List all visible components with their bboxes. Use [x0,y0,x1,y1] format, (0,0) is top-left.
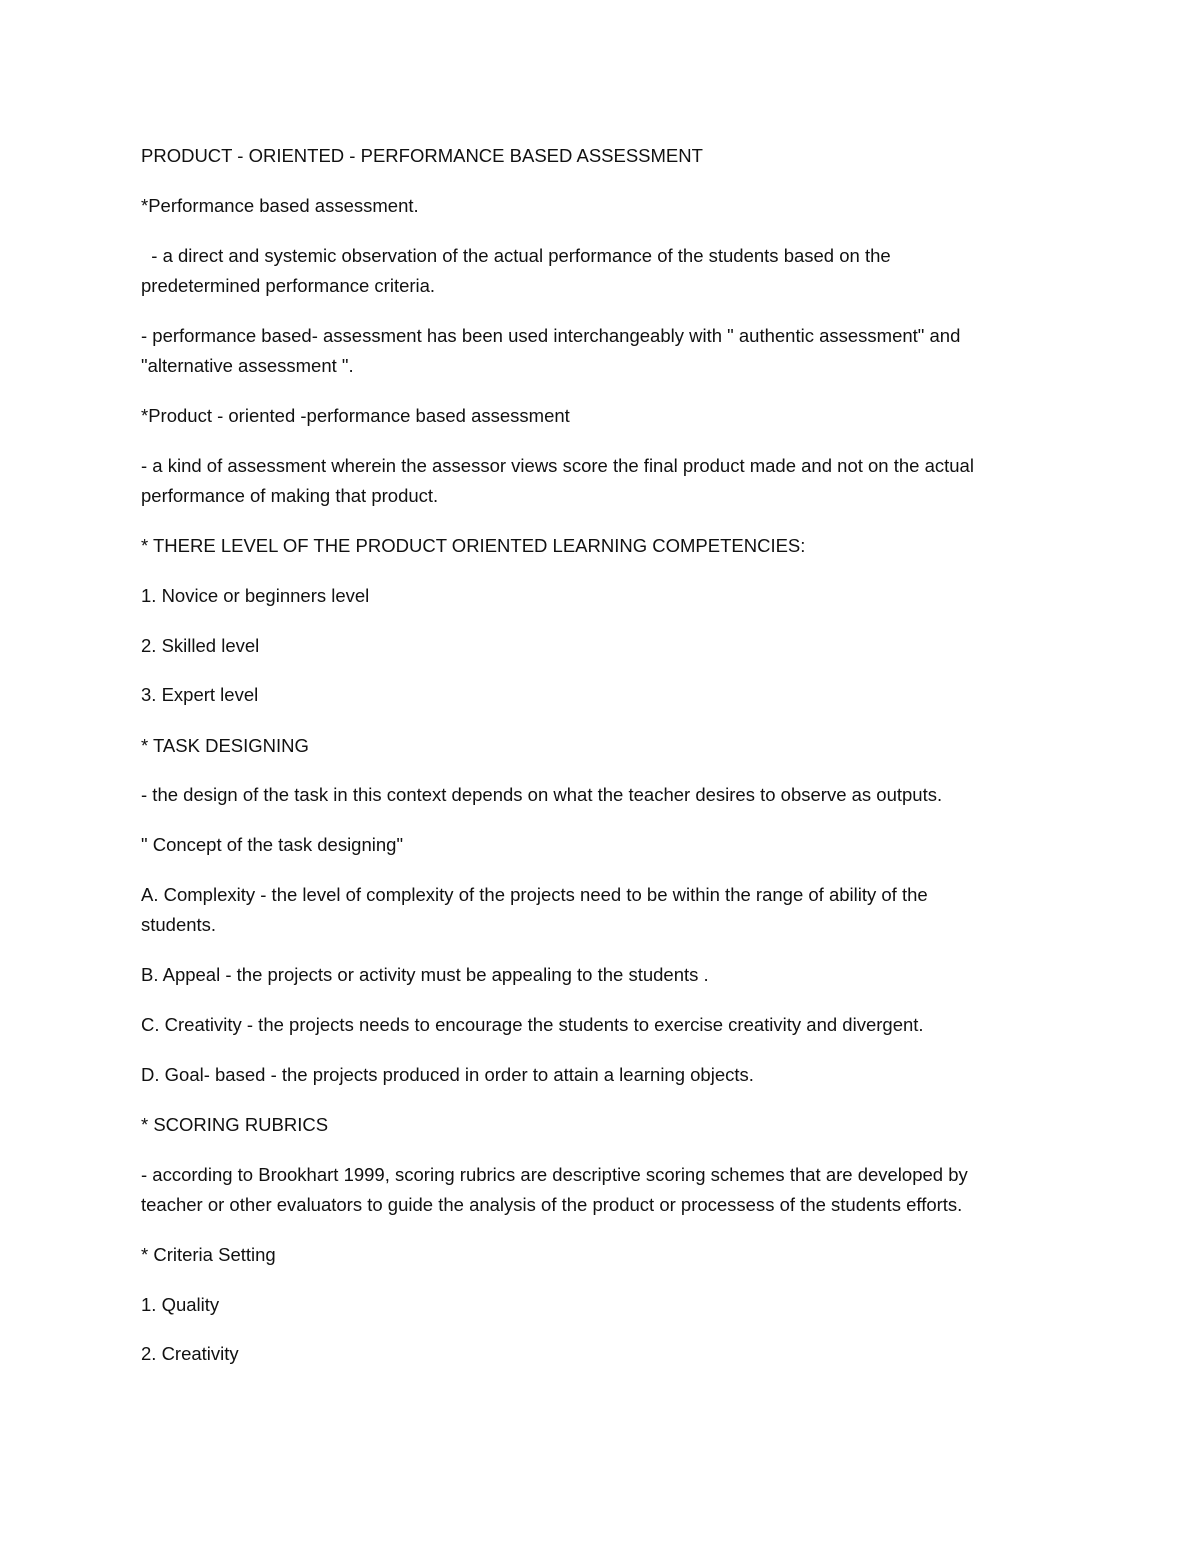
text-line: - the design of the task in this context depends on what the teacher desires to observe as outputs. [141,784,943,805]
list-item: 2. Skilled level [141,635,260,656]
text-line: - a kind of assessment wherein the assessor views score the final product made and not on the actual [141,455,974,476]
list-item: D. Goal- based - the projects produced in order to attain a learning objects. [141,1064,754,1085]
text-line: - performance based- assessment has been used interchangeably with " authentic assessment" and [141,325,961,346]
section-heading: * TASK DESIGNING [141,735,309,756]
section-heading: * THERE LEVEL OF THE PRODUCT ORIENTED LEARNING COMPETENCIES: [141,535,806,556]
text-line: teacher or other evaluators to guide the analysis of the product or processess of the students efforts. [141,1194,963,1215]
list-item: B. Appeal - the projects or activity must be appealing to the students . [141,964,709,985]
text-line: " Concept of the task designing" [141,834,404,855]
list-item: 2. Creativity [141,1343,239,1364]
section-heading: * SCORING RUBRICS [141,1114,329,1135]
text-line: - a direct and systemic observation of the actual performance of the students based on the [141,245,891,266]
list-item: 1. Quality [141,1294,220,1315]
text-line: predetermined performance criteria. [141,275,436,296]
list-item: A. Complexity - the level of complexity of the projects need to be within the range of ability of the [141,884,928,905]
text-line: - according to Brookhart 1999, scoring rubrics are descriptive scoring schemes that are developed by [141,1164,968,1185]
section-heading: *Product - oriented -performance based assessment [141,405,570,426]
document-title: PRODUCT - ORIENTED - PERFORMANCE BASED ASSESSMENT [141,145,703,166]
list-item: 1. Novice or beginners level [141,585,370,606]
text-line: performance of making that product. [141,485,439,506]
section-heading: *Performance based assessment. [141,195,419,216]
section-heading: * Criteria Setting [141,1244,276,1265]
list-item: 3. Expert level [141,684,259,705]
text-line: "alternative assessment ". [141,355,354,376]
text-line: students. [141,914,217,935]
list-item: C. Creativity - the projects needs to encourage the students to exercise creativity and divergent. [141,1014,924,1035]
